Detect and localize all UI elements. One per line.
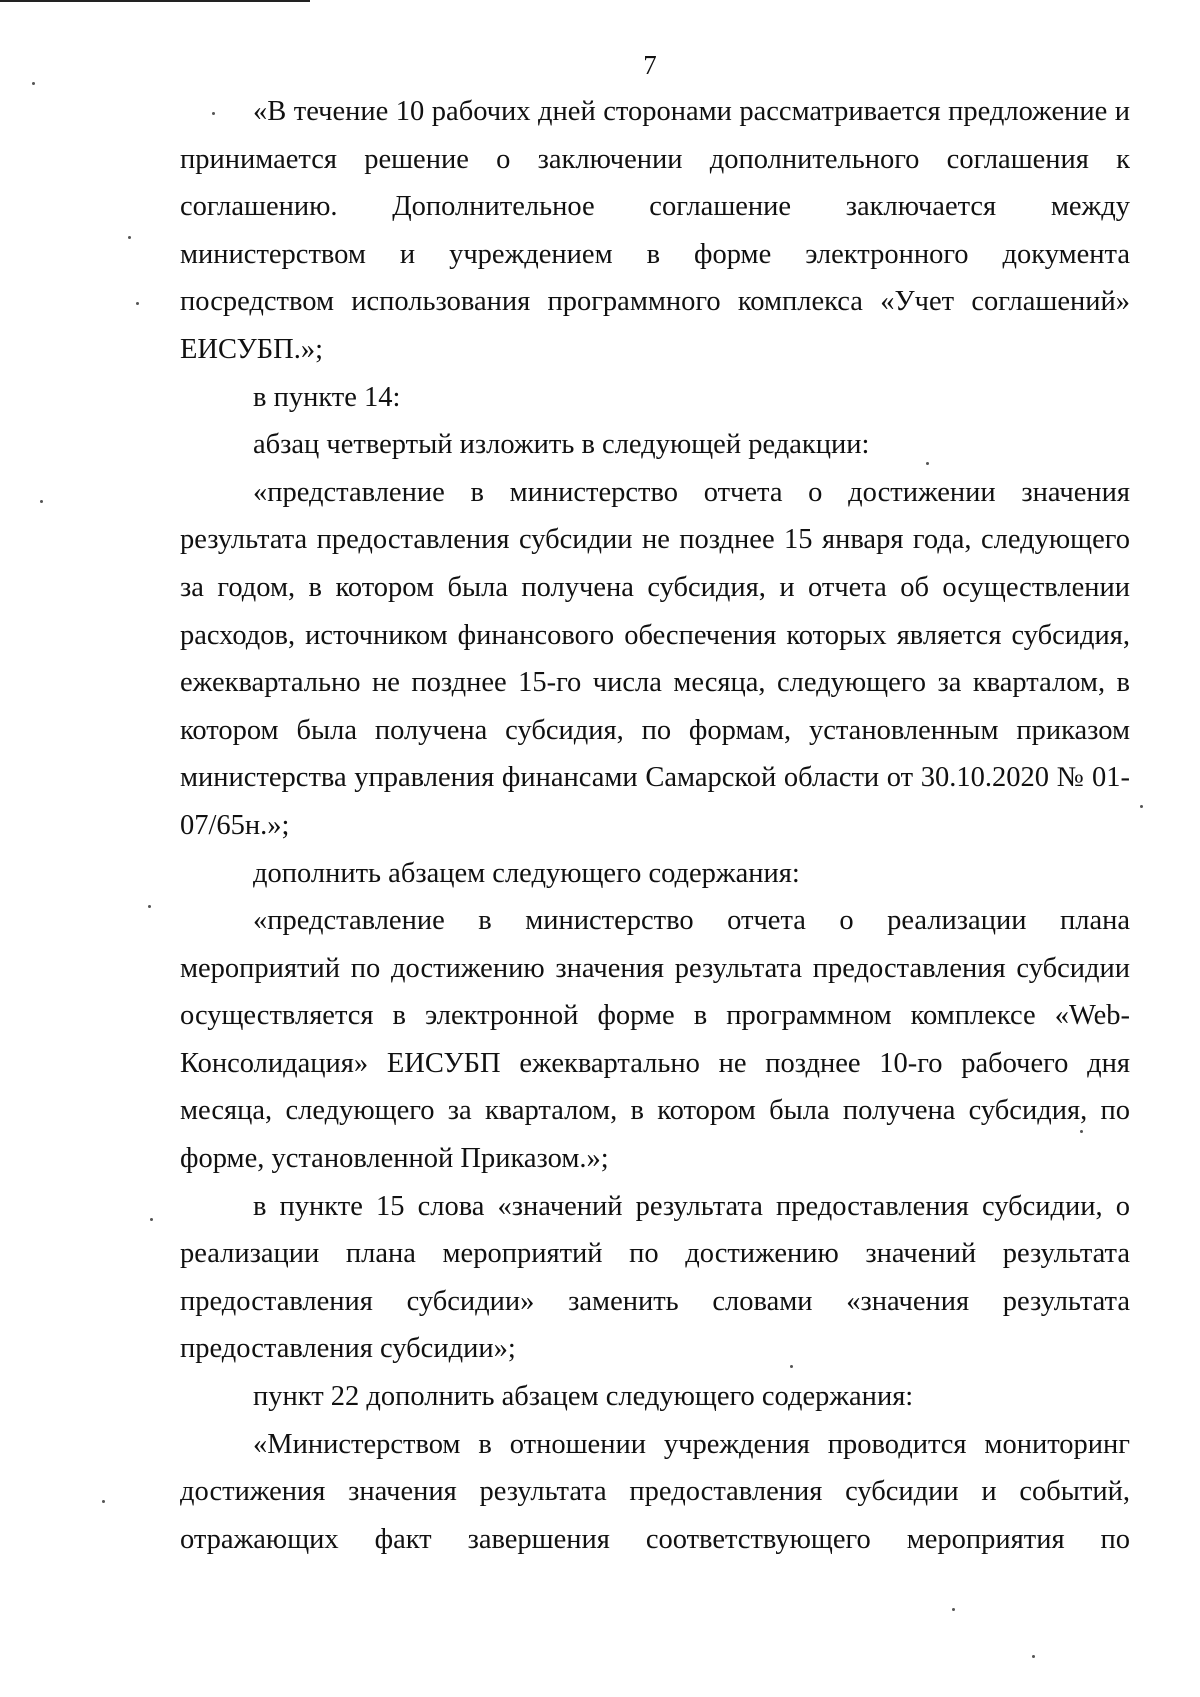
scan-speck xyxy=(136,302,139,305)
scan-speck xyxy=(128,236,131,239)
paragraph-monitoring: «Министерством в отношении учреждения проводится мониторинг достижения значения результата предоставления субсидии и событий, отражающих факт завершения соответствующего мероприятия по xyxy=(180,1428,1130,1555)
scan-speck xyxy=(148,905,151,908)
scan-speck xyxy=(102,1500,105,1503)
paragraph-report-submission: «представление в министерство отчета о достижении значения результата предоставления субсидии не позднее 15 января года, следующего за годом, в котором была получена субсидия, и отчета об осуществлении расходов, источником финансового обеспечения которых является субсидия, ежеквартально не позднее 15-го числа месяца, следующего за кварталом, в котором была получена субсидия, по формам, установленным приказом министерства управления финансами Самарской области от 30.10.2020 № 01-07/65н.»; xyxy=(180,476,1130,841)
scan-speck xyxy=(790,1365,793,1368)
scan-speck xyxy=(1140,805,1143,808)
scan-speck xyxy=(926,462,929,465)
scan-speck xyxy=(1080,1130,1083,1133)
page-number: 7 xyxy=(643,50,657,80)
scan-speck xyxy=(32,82,35,85)
paragraph-plan-report: «представление в министерство отчета о реализации плана мероприятий по достижению значения результата предоставления субсидии осуществляется в электронной форме в программном комплексе «Web-Консолидация» ЕИСУБП ежеквартально не позднее 10-го рабочего дня месяца, следующего за кварталом, в котором была получена субсидия, по форме, установленной Приказом.»; xyxy=(180,905,1130,1175)
paragraph-point-15: в пункте 15 слова «значений результата предоставления субсидии, о реализации плана мероприятий по достижению значений результата предоставления субсидии» заменить словами «значения результата предоставления субсидии»; xyxy=(180,1190,1130,1365)
paragraph-fourth-abzac: абзац четвертый изложить в следующей редакции: xyxy=(253,429,870,461)
scan-speck xyxy=(150,1218,153,1221)
paragraph-point-22: пункт 22 дополнить абзацем следующего содержания: xyxy=(253,1381,914,1413)
scan-speck xyxy=(1032,1655,1035,1658)
scan-speck xyxy=(952,1608,955,1611)
paragraph-add-abzac: дополнить абзацем следующего содержания: xyxy=(253,857,800,889)
scan-speck xyxy=(40,500,43,503)
paragraph-point-14: в пункте 14: xyxy=(253,381,401,413)
scan-edge-line xyxy=(0,0,310,2)
scan-speck xyxy=(212,112,215,115)
document-body xyxy=(180,88,1130,1563)
paragraph-agreement-review: «В течение 10 рабочих дней сторонами рассматривается предложение и принимается решение о заключении дополнительного соглашения к соглашению. Дополнительное соглашение заключается между министерством и учреждением в форме электронного документа посредством использования программного комплекса «Учет соглашений» ЕИСУБП.»; xyxy=(180,96,1130,365)
